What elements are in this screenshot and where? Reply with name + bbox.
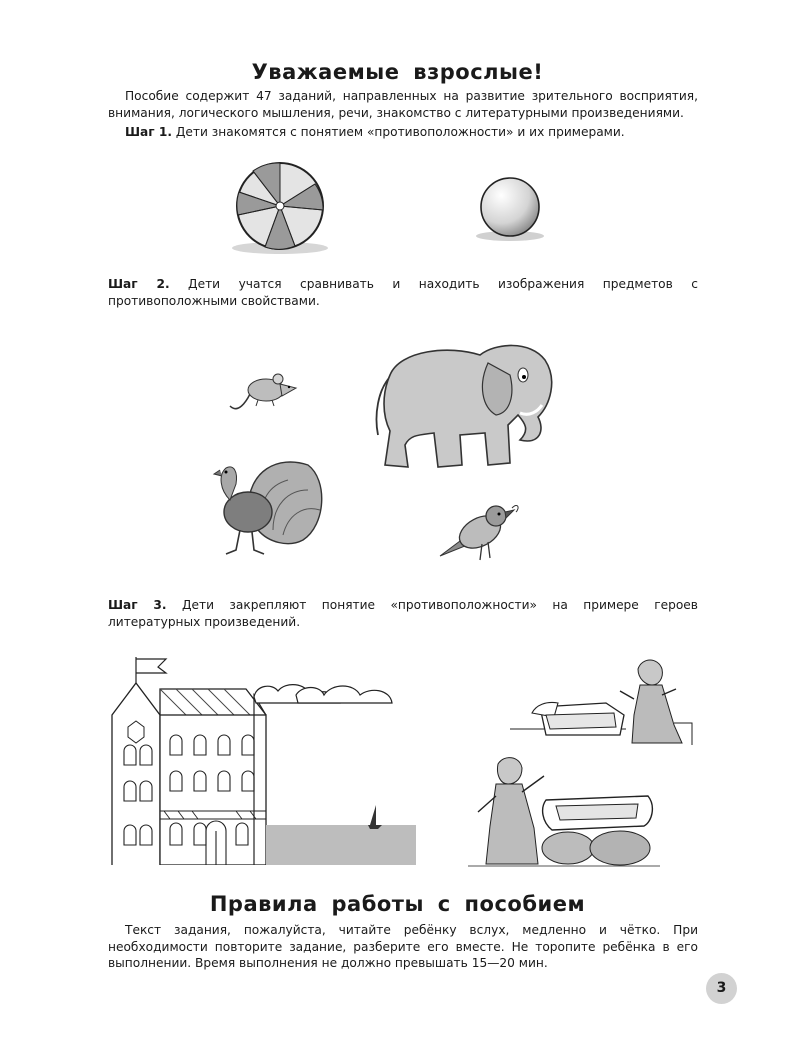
step-2-label: Шаг 2. <box>108 277 170 291</box>
mouse-illustration <box>228 366 303 416</box>
step-2-paragraph <box>108 276 698 309</box>
old-woman-broken-trough-illustration <box>506 655 698 747</box>
rules-heading: Правила работы с пособием <box>209 892 586 916</box>
elephant-illustration <box>370 335 575 475</box>
step-2-text: Дети учатся сравнивать и находить изображения предметов с противоположными свойствами. <box>108 277 698 308</box>
striped-ball-illustration <box>225 160 335 260</box>
step-1-text: Дети знакомятся с понятием «противоположности» и их примерами. <box>172 125 625 139</box>
page-title: Уважаемые взрослые! <box>251 60 544 84</box>
step-1-label: Шаг 1. <box>125 125 173 139</box>
rules-paragraph: Текст задания, пожалуйста, читайте ребёнку вслух, медленно и чётко. При необходимости повторите задание, разберите его вместе. Не торопите ребёнка в его выполнении. Время выполнения не должно превышать 15—20 мин. <box>108 923 698 970</box>
small-ball-illustration <box>472 176 552 246</box>
step-3-paragraph <box>108 597 698 630</box>
palace-by-the-sea-illustration <box>106 655 418 865</box>
step-1-paragraph <box>108 124 698 141</box>
sparrow-illustration <box>438 498 523 564</box>
intro-paragraph: Пособие содержит 47 заданий, направленных на развитие зрительного восприятия, внимания, логического мышления, речи, знакомство с литературными произведениями. <box>108 89 698 120</box>
turkey-illustration <box>208 450 328 560</box>
page-number-badge: 3 <box>706 973 737 1004</box>
step-3-text: Дети закрепляют понятие «противоположности» на примере героев литературных произведений. <box>108 598 698 629</box>
step-3-label: Шаг 3. <box>108 598 167 612</box>
old-woman-new-trough-illustration <box>468 756 660 871</box>
